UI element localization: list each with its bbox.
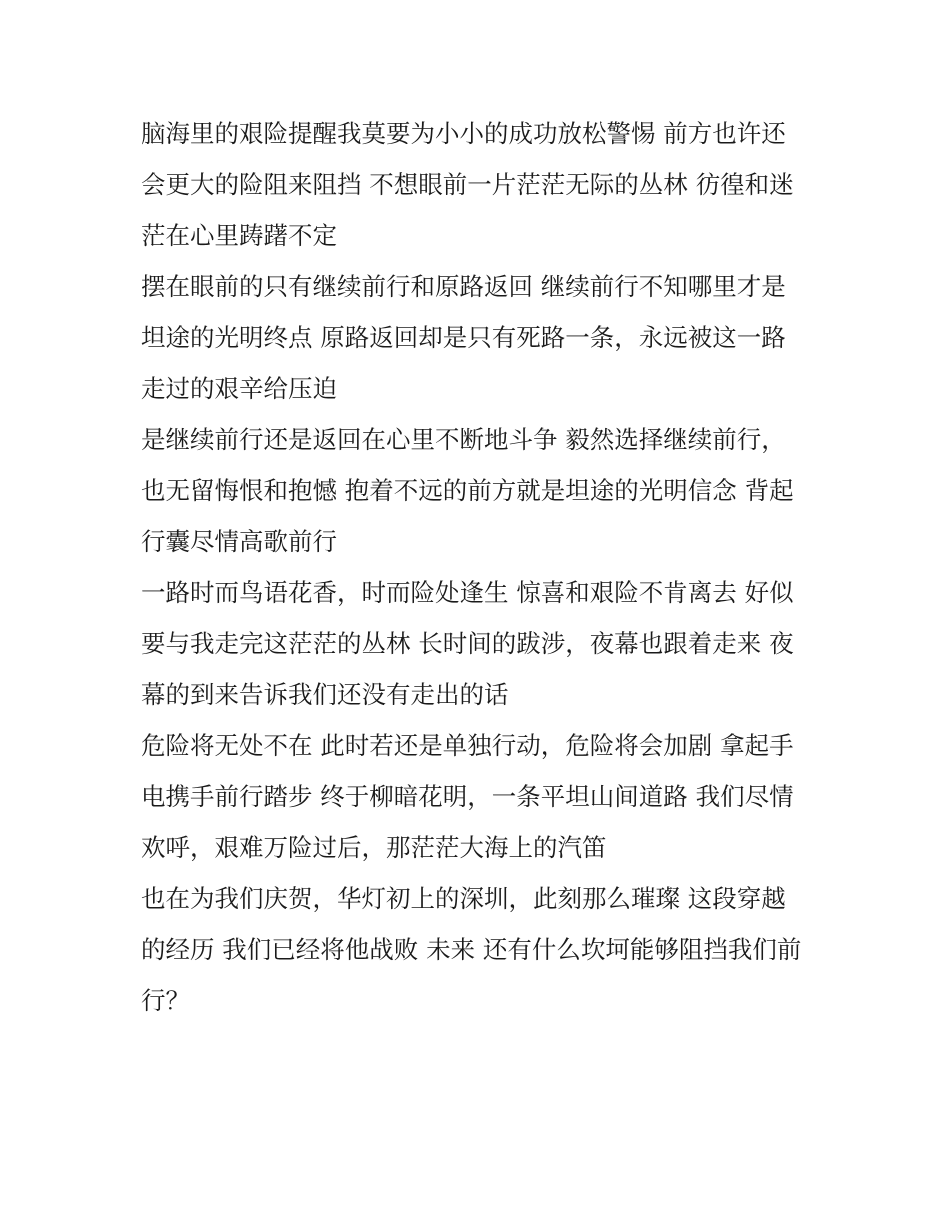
text-line: 一路时而鸟语花香，时而险处逢生 惊喜和艰险不肯离去 好似: [141, 578, 794, 607]
text-line: 行囊尽情高歌前行: [141, 527, 337, 556]
text-line: 会更大的险阻来阻挡 不想眼前一片茫茫无际的丛林 彷徨和迷: [141, 170, 794, 199]
text-line: 走过的艰辛给压迫: [141, 374, 337, 403]
text-line: 也在为我们庆贺，华灯初上的深圳，此刻那么璀璨 这段穿越: [141, 884, 786, 913]
text-line: 行？: [141, 986, 190, 1015]
text-line: 的经历 我们已经将他战败 未来 还有什么坎坷能够阻挡我们前: [141, 935, 802, 964]
text-line: 要与我走完这茫茫的丛林 长时间的跋涉，夜幕也跟着走来 夜: [141, 629, 794, 658]
text-line: 电携手前行踏步 终于柳暗花明，一条平坦山间道路 我们尽情: [141, 782, 794, 811]
text-line: 脑海里的艰险提醒我莫要为小小的成功放松警惕 前方也许还: [141, 119, 786, 148]
text-line: 是继续前行还是返回在心里不断地斗争 毅然选择继续前行，: [141, 425, 786, 454]
text-line: 危险将无处不在 此时若还是单独行动，危险将会加剧 拿起手: [141, 731, 794, 760]
text-line: 也无留悔恨和抱憾 抱着不远的前方就是坦途的光明信念 背起: [141, 476, 794, 505]
text-line: 欢呼，艰难万险过后，那茫茫大海上的汽笛: [141, 833, 607, 862]
body-text: [141, 108, 813, 1026]
text-line: 摆在眼前的只有继续前行和原路返回 继续前行不知哪里才是: [141, 272, 786, 301]
text-line: 茫在心里踌躇不定: [141, 221, 337, 250]
text-line: 幕的到来告诉我们还没有走出的话: [141, 680, 509, 709]
text-line: 坦途的光明终点 原路返回却是只有死路一条，永远被这一路: [141, 323, 786, 352]
